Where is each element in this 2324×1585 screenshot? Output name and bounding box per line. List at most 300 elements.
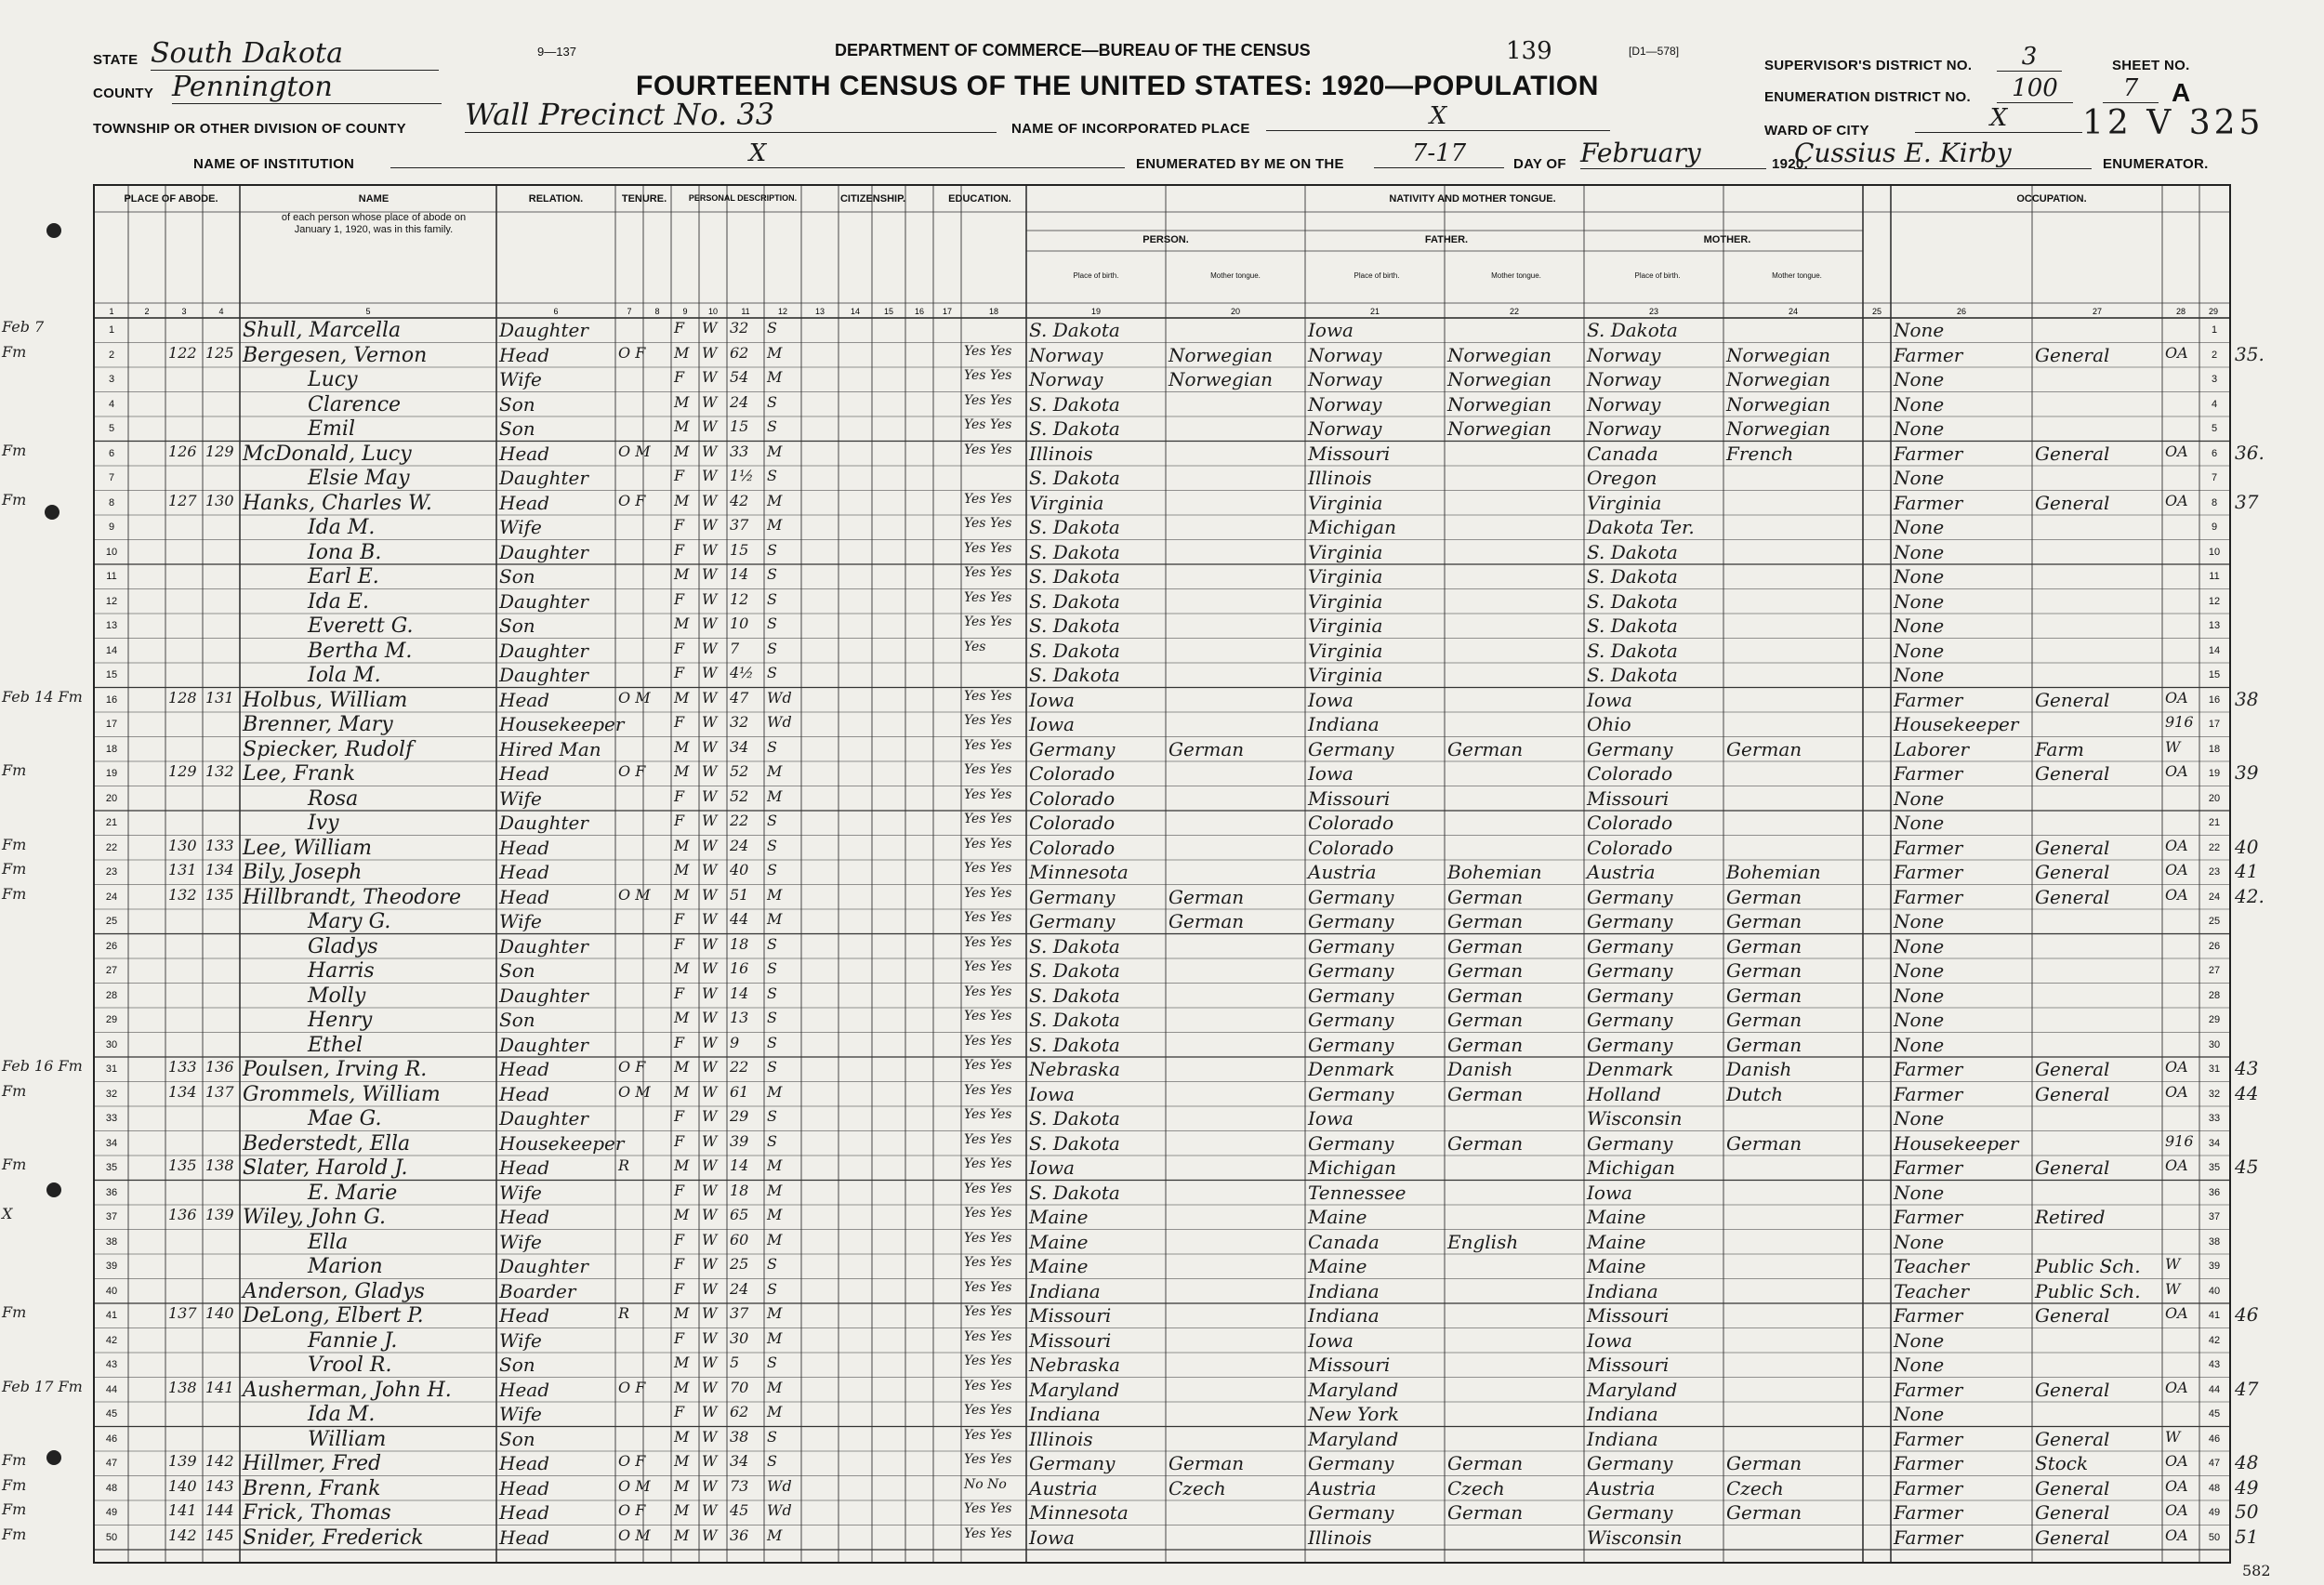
cell-ms: M	[767, 1230, 783, 1248]
township-label: TOWNSHIP OR OTHER DIVISION OF COUNTY	[93, 121, 406, 137]
cell-lit: Yes Yes	[964, 1328, 1012, 1344]
cell-name: McDonald, Lucy	[243, 442, 412, 466]
cell-sex: F	[674, 786, 685, 805]
cell-lit: Yes Yes	[964, 1156, 1012, 1171]
cell-lit: Yes Yes	[964, 1230, 1012, 1246]
cell-race: W	[702, 540, 718, 559]
cell-mmt: German	[1726, 1009, 1802, 1031]
cell-race: W	[702, 614, 718, 632]
cell-ind: Farm	[2035, 737, 2084, 760]
cell-fb: Colorado	[1308, 836, 1394, 859]
row-line-number: 34	[2208, 1137, 2221, 1149]
cell-mmt: German	[1726, 910, 1802, 932]
cell-occ: None	[1894, 565, 1945, 588]
row-line-number-left: 31	[105, 1063, 118, 1075]
row-line-number-left: 23	[105, 866, 118, 878]
cell-occ: Farmer	[1894, 762, 1963, 785]
cell-rel: Head	[499, 1452, 550, 1474]
row-line-number-left: 2	[108, 349, 115, 361]
column-number: 17	[942, 307, 953, 316]
cell-fam: 140	[205, 1304, 234, 1322]
cell-lit: Yes Yes	[964, 959, 1012, 974]
dwelling-mark: Feb 17 Fm	[2, 1377, 83, 1395]
cell-race: W	[702, 1354, 718, 1371]
cell-sex: M	[674, 491, 690, 509]
cell-name: Bertha M.	[308, 639, 413, 663]
cell-name: Ida M.	[308, 1403, 376, 1426]
cell-mb: Canada	[1587, 442, 1658, 465]
cell-age: 24	[730, 1279, 749, 1298]
cell-mb: Maine	[1587, 1230, 1646, 1253]
row-line-number-left: 15	[105, 669, 118, 680]
cell-age: 62	[730, 343, 749, 362]
cell-age: 12	[730, 589, 749, 608]
supervisor-label: SUPERVISOR'S DISTRICT NO.	[1764, 58, 1973, 73]
cell-dw: 140	[168, 1476, 197, 1495]
cell-mmt: Norwegian	[1726, 343, 1831, 366]
row-line-number: 28	[2208, 989, 2221, 1001]
cell-mb: Iowa	[1587, 688, 1632, 711]
row-line-number: 15	[2208, 669, 2221, 680]
row-line-number: 32	[2208, 1088, 2221, 1100]
cell-name: Brenner, Mary	[243, 713, 393, 736]
cell-dw: 130	[168, 836, 197, 854]
cell-sex: F	[674, 910, 685, 928]
cell-name: Marion	[308, 1255, 383, 1278]
cell-name: Ethel	[308, 1033, 363, 1057]
cell-pb: Missouri	[1029, 1328, 1112, 1352]
cell-name: Brenn, Frank	[243, 1476, 381, 1500]
cell-age: 24	[730, 836, 749, 854]
cell-race: W	[702, 1476, 718, 1495]
cell-occ: None	[1894, 540, 1945, 563]
cell-ms: M	[767, 491, 783, 509]
cell-code: OA	[2165, 688, 2188, 707]
cell-fmt: German	[1447, 984, 1524, 1007]
cell-occ: None	[1894, 812, 1945, 834]
cell-age: 4½	[730, 664, 754, 681]
cell-rel: Wife	[499, 1403, 542, 1425]
cell-sex: F	[674, 516, 685, 534]
cell-fmt: German	[1447, 737, 1524, 760]
cell-occ: Farmer	[1894, 836, 1963, 859]
farm-schedule-number: 40	[2235, 835, 2259, 858]
cell-fam: 142	[205, 1452, 234, 1470]
cell-lit: Yes Yes	[964, 885, 1012, 901]
cell-mb: Norway	[1587, 392, 1661, 416]
cell-name: Frick, Thomas	[243, 1501, 391, 1525]
cell-name: Spiecker, Rudolf	[243, 737, 414, 761]
cell-rel: Housekeeper	[499, 1131, 625, 1155]
cell-fam: 144	[205, 1501, 234, 1519]
incorporated-label: NAME OF INCORPORATED PLACE	[1011, 121, 1250, 137]
cell-mb: S. Dakota	[1587, 664, 1678, 686]
cell-race: W	[702, 1033, 718, 1051]
cell-rel: Daughter	[499, 639, 588, 662]
cell-sex: F	[674, 1033, 685, 1051]
cell-race: W	[702, 1255, 718, 1273]
cell-ms: S	[767, 737, 777, 756]
cell-age: 14	[730, 565, 749, 583]
cell-name: Grommels, William	[243, 1082, 441, 1106]
cell-fam: 141	[205, 1378, 234, 1396]
subhead-mother-birth: Place of birth.	[1634, 271, 1681, 280]
cell-rel: Head	[499, 1156, 550, 1179]
cell-pb: Iowa	[1029, 1526, 1075, 1549]
row-line-number-left: 18	[105, 743, 118, 755]
cell-fb: Germany	[1308, 1131, 1394, 1155]
cell-lit: Yes Yes	[964, 984, 1012, 999]
cell-age: 45	[730, 1501, 749, 1519]
cell-pb: Indiana	[1029, 1403, 1101, 1425]
cell-rel: Son	[499, 614, 535, 637]
cell-mb: S. Dakota	[1587, 540, 1678, 563]
cell-fam: 134	[205, 861, 234, 878]
farm-schedule-number: 38	[2235, 687, 2259, 710]
cell-fb: Denmark	[1308, 1058, 1395, 1080]
column-number: 11	[741, 307, 750, 316]
cell-sex: F	[674, 639, 685, 657]
corner-note: 12 V 325	[2082, 104, 2265, 142]
cell-dw: 138	[168, 1378, 197, 1396]
cell-fb: Maryland	[1308, 1427, 1399, 1450]
cell-name: Hanks, Charles W.	[243, 491, 432, 515]
cell-sex: F	[674, 467, 685, 484]
cell-rel: Daughter	[499, 934, 588, 958]
cell-fb: Norway	[1308, 343, 1382, 366]
cell-age: 32	[730, 713, 749, 731]
name-description: of each person whose place of abode on January 1, 1920, was in this family.	[281, 212, 467, 235]
cell-ind: General	[2035, 861, 2110, 883]
cell-code: OA	[2165, 885, 2188, 904]
cell-fmt: Norwegian	[1447, 392, 1552, 416]
cell-fam: 131	[205, 688, 234, 707]
cell-pmt: German	[1169, 910, 1245, 932]
binder-hole-low	[46, 1450, 61, 1465]
cell-ind: General	[2035, 836, 2110, 859]
cell-ms: M	[767, 343, 783, 362]
cell-sex: F	[674, 812, 685, 829]
row-line-number-left: 9	[108, 522, 115, 533]
cell-fb: Germany	[1308, 1082, 1394, 1105]
col-group-relation: RELATION.	[528, 193, 584, 205]
cell-age: 22	[730, 812, 749, 829]
cell-lit: Yes Yes	[964, 1009, 1012, 1024]
cell-ms: S	[767, 589, 777, 608]
cell-fam: 130	[205, 491, 234, 509]
cell-mb: S. Dakota	[1587, 589, 1678, 613]
cell-ms: S	[767, 540, 777, 559]
cell-pb: S. Dakota	[1029, 516, 1120, 538]
cell-age: 32	[730, 319, 749, 337]
cell-age: 18	[730, 934, 749, 953]
cell-race: W	[702, 737, 718, 756]
cell-fb: Germany	[1308, 1452, 1394, 1474]
cell-fb: Iowa	[1308, 1107, 1353, 1129]
row-line-number: 18	[2208, 743, 2221, 755]
cell-dw: 128	[168, 688, 197, 707]
cell-lit: Yes Yes	[964, 565, 1012, 580]
cell-pb: Austria	[1029, 1476, 1098, 1499]
cell-lit: Yes Yes	[964, 1279, 1012, 1295]
cell-mmt: Dutch	[1726, 1082, 1784, 1105]
cell-race: W	[702, 1403, 718, 1420]
row-line-number: 39	[2208, 1261, 2221, 1272]
cell-fam: 139	[205, 1206, 234, 1223]
cell-pb: S. Dakota	[1029, 664, 1120, 686]
row-line-number: 10	[2208, 546, 2221, 558]
cell-code: OA	[2165, 1452, 2188, 1470]
cell-mb: Michigan	[1587, 1156, 1675, 1179]
cell-pmt: German	[1169, 737, 1245, 760]
cell-pb: Maine	[1029, 1230, 1089, 1253]
cell-name: Earl E.	[308, 565, 379, 588]
cell-pb: S. Dakota	[1029, 1009, 1120, 1031]
cell-occ: Laborer	[1894, 737, 1970, 760]
cell-race: W	[702, 984, 718, 1002]
row-line-number-left: 28	[105, 989, 118, 1001]
column-number: 2	[144, 307, 150, 316]
cell-race: W	[702, 786, 718, 805]
col-group-education: EDUCATION.	[948, 193, 1011, 205]
cell-code: W	[2165, 1279, 2181, 1298]
cell-fam: 129	[205, 442, 234, 460]
col-group-nativity: NATIVITY AND MOTHER TONGUE.	[1389, 193, 1556, 205]
cell-race: W	[702, 1230, 718, 1248]
row-line-number-left: 21	[105, 817, 118, 828]
cell-name: Lucy	[308, 368, 358, 391]
cell-lit: Yes	[964, 639, 986, 654]
cell-ten: O M	[618, 442, 651, 460]
row-line-number-left: 25	[105, 916, 118, 927]
cell-name: Poulsen, Irving R.	[243, 1058, 428, 1081]
cell-code: OA	[2165, 1156, 2188, 1174]
cell-race: W	[702, 713, 718, 731]
cell-race: W	[702, 885, 718, 904]
cell-ind: General	[2035, 762, 2110, 785]
farm-schedule-number: 49	[2235, 1475, 2259, 1499]
cell-fmt: German	[1447, 959, 1524, 982]
dwelling-mark: Fm	[2, 1475, 27, 1494]
cell-lit: Yes Yes	[964, 1255, 1012, 1270]
cell-age: 73	[730, 1476, 749, 1495]
cell-occ: Farmer	[1894, 1476, 1963, 1499]
cell-ms: Wd	[767, 1476, 792, 1495]
cell-ms: S	[767, 417, 777, 435]
cell-mmt: German	[1726, 1033, 1802, 1056]
row-line-number-left: 14	[105, 644, 118, 656]
cell-pb: Germany	[1029, 737, 1116, 760]
sheet-letter: A	[2172, 78, 2191, 107]
cell-sex: M	[674, 1452, 690, 1470]
cell-pb: S. Dakota	[1029, 467, 1120, 489]
cell-fmt: German	[1447, 1009, 1524, 1031]
cell-age: 13	[730, 1009, 749, 1026]
row-line-number-left: 47	[105, 1458, 118, 1469]
cell-fmt: Danish	[1447, 1058, 1513, 1080]
cell-lit: Yes Yes	[964, 1082, 1012, 1098]
cell-age: 38	[730, 1427, 749, 1446]
cell-fb: Maine	[1308, 1255, 1367, 1277]
cell-age: 29	[730, 1107, 749, 1125]
dwelling-mark: Fm	[2, 1303, 27, 1321]
cell-occ: Farmer	[1894, 1452, 1963, 1474]
cell-ten: R	[618, 1304, 630, 1322]
farm-schedule-number: 48	[2235, 1451, 2259, 1473]
cell-fb: Germany	[1308, 984, 1394, 1007]
cell-lit: Yes Yes	[964, 688, 1012, 704]
cell-mb: Holland	[1587, 1082, 1661, 1105]
cell-fb: New York	[1308, 1403, 1399, 1425]
cell-race: W	[702, 417, 718, 435]
cell-rel: Boarder	[499, 1279, 576, 1302]
cell-code: W	[2165, 1427, 2181, 1446]
cell-fb: Germany	[1308, 959, 1394, 982]
cell-race: W	[702, 319, 718, 337]
cell-rel: Head	[499, 1304, 550, 1327]
row-line-number: 24	[2208, 891, 2221, 903]
cell-rel: Head	[499, 836, 550, 859]
cell-sex: F	[674, 1255, 685, 1273]
footer-note: 582	[2242, 1562, 2271, 1579]
cell-occ: None	[1894, 959, 1945, 982]
row-line-number: 49	[2208, 1507, 2221, 1518]
cell-pb: S. Dakota	[1029, 1181, 1120, 1204]
cell-mb: S. Dakota	[1587, 639, 1678, 662]
farm-schedule-number: 50	[2235, 1500, 2259, 1523]
row-line-number: 30	[2208, 1038, 2221, 1050]
cell-rel: Head	[499, 1058, 550, 1080]
cell-age: 7	[730, 639, 740, 657]
binder-hole-star	[45, 505, 59, 520]
cell-age: 14	[730, 1156, 749, 1174]
row-line-number-left: 20	[105, 792, 118, 804]
cell-lit: Yes Yes	[964, 1354, 1012, 1368]
cell-fb: Austria	[1308, 1476, 1377, 1499]
cell-sex: F	[674, 1279, 685, 1298]
cell-fb: Michigan	[1308, 1156, 1396, 1179]
cell-lit: Yes Yes	[964, 713, 1012, 728]
cell-dw: 131	[168, 861, 197, 878]
cell-rel: Son	[499, 565, 535, 588]
cell-name: Slater, Harold J.	[243, 1156, 408, 1180]
cell-ten: O F	[618, 1501, 646, 1519]
cell-name: Snider, Frederick	[243, 1526, 424, 1550]
cell-age: 30	[730, 1328, 749, 1347]
cell-pb: Minnesota	[1029, 861, 1129, 883]
cell-race: W	[702, 491, 718, 509]
cell-pb: Indiana	[1029, 1279, 1101, 1302]
cell-ms: S	[767, 1427, 777, 1446]
cell-mmt: Norwegian	[1726, 392, 1831, 416]
cell-sex: M	[674, 959, 690, 977]
dwelling-mark: Fm	[2, 761, 27, 779]
department-line: DEPARTMENT OF COMMERCE—BUREAU OF THE CENSUS	[835, 41, 1311, 59]
cell-mb: Colorado	[1587, 812, 1673, 834]
cell-occ: None	[1894, 984, 1945, 1007]
cell-code: W	[2165, 1255, 2181, 1273]
cell-race: W	[702, 1501, 718, 1519]
cell-ten: O M	[618, 1082, 651, 1101]
cell-mb: Colorado	[1587, 762, 1673, 785]
cell-mb: Maine	[1587, 1255, 1646, 1277]
cell-code: OA	[2165, 491, 2188, 509]
cell-pb: Germany	[1029, 1452, 1116, 1474]
cell-sex: M	[674, 1354, 690, 1371]
row-line-number-left: 1	[108, 324, 115, 336]
cell-occ: None	[1894, 368, 1945, 390]
cell-fam: 143	[205, 1476, 234, 1495]
cell-age: 9	[730, 1033, 740, 1051]
cell-fb: Virginia	[1308, 664, 1383, 686]
farm-schedule-number: 35.	[2235, 342, 2265, 365]
cell-ms: S	[767, 1279, 777, 1298]
incorporated-value: X	[1266, 102, 1610, 131]
cell-ind: Stock	[2035, 1452, 2089, 1474]
cell-age: 10	[730, 614, 749, 632]
row-line-number-left: 29	[105, 1014, 118, 1025]
farm-schedule-number: 42.	[2235, 884, 2265, 907]
cell-sex: M	[674, 392, 690, 411]
cell-pb: Iowa	[1029, 688, 1075, 711]
cell-fmt: Norwegian	[1447, 368, 1552, 390]
cell-name: Mary G.	[308, 910, 391, 933]
cell-rel: Hired Man	[499, 737, 601, 760]
cell-pb: Maine	[1029, 1255, 1089, 1277]
cell-mmt: German	[1726, 934, 1802, 958]
cell-code: 916	[2165, 1131, 2194, 1150]
cell-occ: None	[1894, 1107, 1945, 1129]
cell-code: OA	[2165, 1304, 2188, 1322]
cell-ms: S	[767, 984, 777, 1002]
row-line-number-left: 44	[105, 1383, 118, 1395]
cell-mb: Indiana	[1587, 1403, 1658, 1425]
farm-schedule-number: 39	[2235, 761, 2259, 784]
cell-name: Lee, William	[243, 836, 372, 860]
dwelling-mark: Fm	[2, 342, 27, 361]
cell-mb: Wisconsin	[1587, 1107, 1683, 1129]
cell-sex: F	[674, 589, 685, 608]
cell-pb: S. Dakota	[1029, 392, 1120, 416]
cell-fam: 138	[205, 1156, 234, 1174]
cell-sex: F	[674, 1107, 685, 1125]
cell-pb: Iowa	[1029, 713, 1075, 735]
cell-lit: Yes Yes	[964, 934, 1012, 950]
census-title: FOURTEENTH CENSUS OF THE UNITED STATES: 1920—POPULATION	[636, 71, 1599, 101]
cell-pb: Colorado	[1029, 762, 1116, 785]
cell-ind: General	[2035, 1526, 2110, 1549]
cell-ind: General	[2035, 1501, 2110, 1524]
cell-race: W	[702, 1009, 718, 1026]
cell-lit: Yes Yes	[964, 762, 1012, 777]
row-line-number: 4	[2211, 398, 2218, 410]
cell-lit: Yes Yes	[964, 1526, 1012, 1541]
cell-sex: M	[674, 861, 690, 878]
cell-mb: Germany	[1587, 1452, 1673, 1474]
dwelling-mark: X	[2, 1205, 13, 1222]
cell-ind: General	[2035, 1476, 2110, 1499]
cell-occ: None	[1894, 1033, 1945, 1056]
cell-race: W	[702, 368, 718, 386]
cell-ms: M	[767, 516, 783, 534]
cell-occ: None	[1894, 417, 1945, 440]
cell-fb: Germany	[1308, 737, 1394, 760]
row-line-number-left: 30	[105, 1038, 118, 1050]
cell-rel: Wife	[499, 1181, 542, 1204]
cell-lit: Yes Yes	[964, 1452, 1012, 1467]
census-table	[93, 184, 2231, 1564]
dwelling-mark: Fm	[2, 860, 27, 878]
